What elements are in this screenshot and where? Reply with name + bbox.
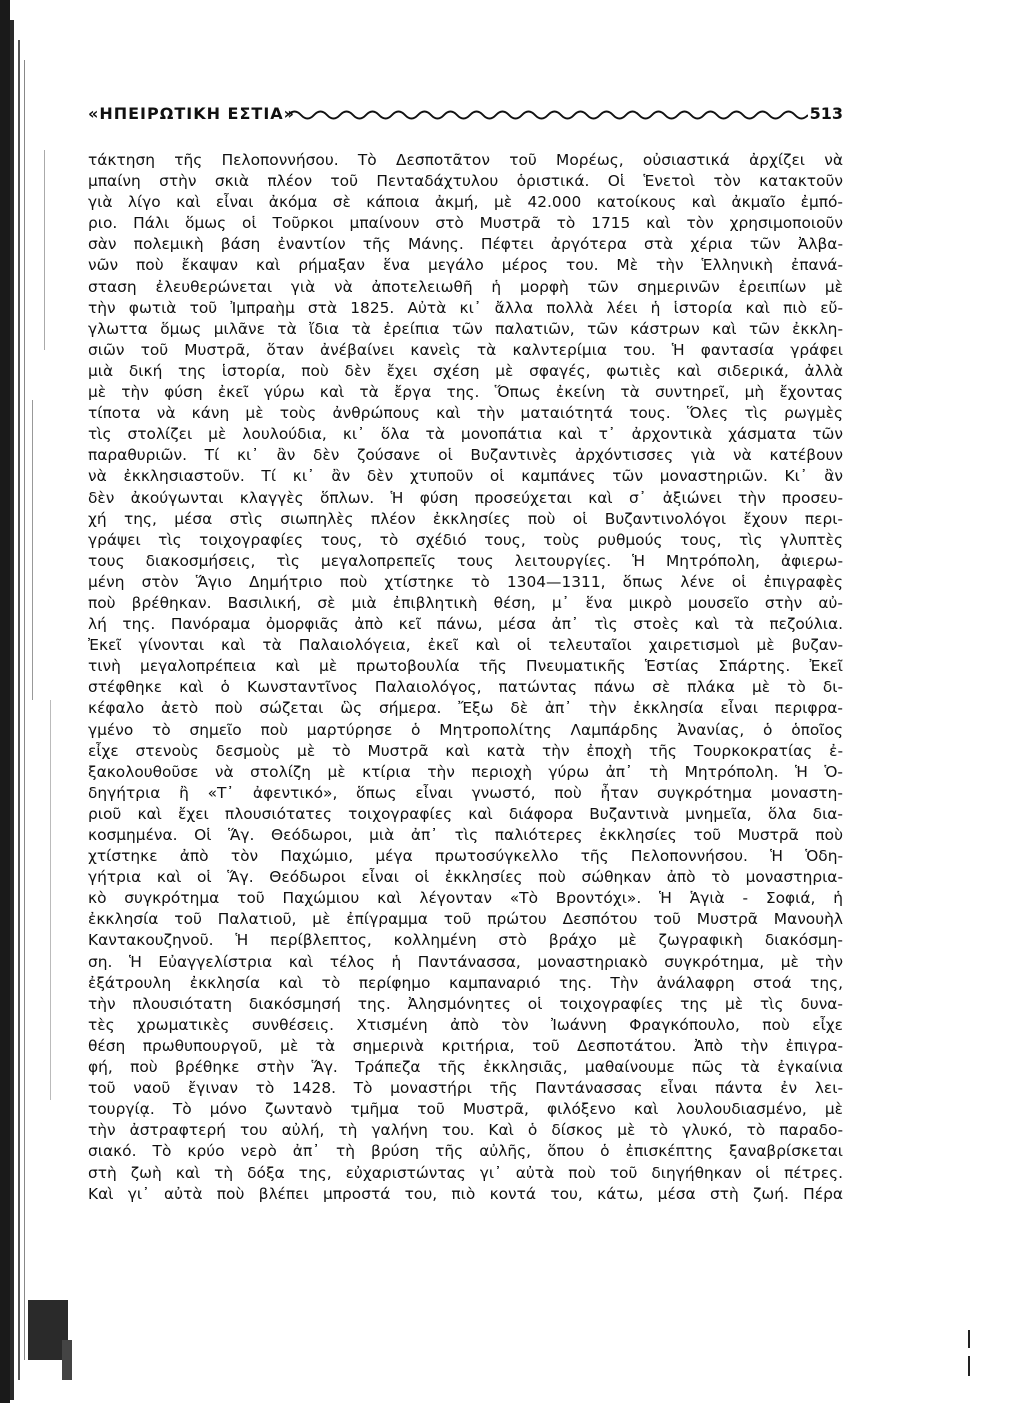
text-line: νὰ ἐκκλησιαστοῦν. Τί κι᾽ ἂν δὲν χτυποῦν οἱ καμπάνες τῶν μοναστηριῶν. Κι᾽ ἂν [88, 467, 843, 486]
text-line: τουργίᾳ. Τὸ μόνο ζωντανὸ τμῆμα τοῦ Μυστρᾶ, φιλόξενο καὶ λουλουδιασμένο, μὲ [88, 1100, 843, 1119]
text-line: τὴν ἀστραφτερή του αὐλή, τὴ γαλήνη του. Καὶ ὁ δίσκος μὲ τὸ γλυκό, τὸ παραδο- [88, 1121, 843, 1140]
margin-tick-mark [968, 1356, 970, 1376]
wavy-rule [288, 108, 808, 122]
running-title: «ΗΠΕΙΡΩΤΙΚΗ ΕΣΤΙΑ» [88, 104, 295, 123]
text-line: δὲν ἀκούγωνται κλαγγὲς ὅπλων. Ἡ φύση προσεύχεται καὶ σ᾽ ἀξιώνει τὴν προσευ- [88, 488, 843, 507]
text-line: τίποτα νὰ κάνη μὲ τοὺς ἀνθρώπους καὶ τὴν ματαιότητά τους. Ὅλες τὶς ρωγμὲς [88, 404, 843, 423]
text-line: μιὰ δική της ἱστορία, ποὺ δὲν ἔχει σχέση μὲ σφαγές, φωτιὲς καὶ σιδερικά, ἀλλὰ [88, 361, 843, 380]
text-line: κοσμημένα. Οἱ Ἅγ. Θεόδωροι, μιὰ ἀπ᾽ τὶς παλιότερες ἐκκλησίες τοῦ Μυστρᾶ ποὺ [88, 826, 843, 844]
text-line: δηγήτρια ἢ «Τ᾽ ἀφεντικό», ὅπως εἶναι γνωστό, ποὺ ἦταν συγκρότημα μοναστη- [88, 783, 843, 802]
text-line: φή, ποὺ βρέθηκε στὴν Ἅγ. Τράπεζα τῆς ἐκκλησιᾶς, μαθαίνουμε πῶς τὰ ἐγκαίνια [88, 1058, 843, 1077]
article-body [88, 150, 843, 1205]
text-line: ριο. Πάλι ὅμως οἱ Τοῦρκοι μπαίνουν στὸ Μυστρᾶ τὸ 1715 καὶ τὸν χρησιμοποιοῦν [88, 214, 843, 233]
text-line: τὲς χρωματικὲς συνθέσεις. Χτισμένη ἀπὸ τὸν Ἰωάννη Φραγκόπουλο, ποὺ εἶχε [88, 1015, 843, 1034]
text-line: ποὺ βρέθηκαν. Βασιλική, σὲ μιὰ ἐπιβλητικὴ θέση, μ᾽ ἕνα μικρὸ μουσεῖο στὴν αὐ- [88, 593, 843, 612]
margin-tick-mark [968, 1330, 970, 1348]
text-line: ἐκκλησία τοῦ Παλατιοῦ, μὲ ἐπίγραμμα τοῦ πρώτου Δεσπότου τοῦ Μυστρᾶ Μανουὴλ [88, 910, 843, 929]
text-line: γλωττα ὅμως μιλᾶνε τὰ ἴδια τὰ ἐρείπια τῶν παλατιῶν, τῶν κάστρων καὶ τῶν ἐκκλη- [88, 319, 843, 338]
text-line: ση. Ἡ Εὐαγγελίστρια καὶ τέλος ἡ Παντάνασσα, μοναστηριακὸ συγκρότημα, μὲ τὴν [88, 952, 843, 971]
text-line: Καντακουζηνοῦ. Ἡ περίβλεπτος, κολλημένη στὸ βράχο μὲ ζωγραφικὴ διακόσμη- [88, 931, 843, 950]
text-line: θέση πρωθυπουργοῦ, μὲ τὰ σημερινὰ κριτήρια, τοῦ Δεσποτάτου. Ἀπὸ τὴν ἐπιγρα- [88, 1036, 843, 1055]
text-line: τὶς στολίζει μὲ λουλούδια, κι᾽ ὅλα τὰ μονοπάτια καὶ τ᾽ ἀρχοντικὰ χάσματα τῶν [88, 425, 843, 444]
text-line: τὴν φωτιὰ τοῦ Ἰμπραὴμ στὰ 1825. Αὐτὰ κι᾽ ἄλλα πολλὰ λέει ἡ ἱστορία καὶ πιὸ εὔ- [88, 298, 843, 317]
text-line: σὰν πολεμικὴ βάση ἐναντίον τῆς Μάνης. Πέφτει ἀργότερα στὰ χέρια τῶν Ἀλβα- [88, 235, 843, 254]
text-line: τους διακοσμήσεις, τὶς μεγαλοπρεπεῖς τους λειτουργίες. Ἡ Μητρόπολη, ἀφιερω- [88, 551, 843, 570]
text-line: χή της, μέσα στὶς σιωπηλὲς πλέον ἐκκλησίες ποὺ οἱ Βυζαντινολόγοι ἔχουν περι- [88, 509, 843, 528]
text-line: μένη στὸν Ἅγιο Δημήτριο ποὺ χτίστηκε τὸ 1304—1311, ὅπως λένε οἱ ἐπιγραφὲς [88, 572, 843, 591]
text-line: σταση ἐλευθερώνεται γιὰ νὰ ἀποτελειωθῆ ἡ μορφὴ τῶν σημερινῶν ἐρειπίων μὲ [88, 277, 843, 296]
text-line: σιακό. Τὸ κρύο νερὸ ἀπ᾽ τὴ βρύση τῆς αὐλῆς, ὅπου ὁ ἐπισκέπτης ξαναβρίσκεται [88, 1142, 843, 1161]
text-line: Καὶ γι᾽ αὐτὰ ποὺ βλέπει μπροστά του, πιὸ κοντά του, κάτω, μέσα στὴ ζωή. Πέρα [88, 1184, 843, 1203]
text-line: μὲ τὴν φύση ἐκεῖ γύρω καὶ τὰ ἔργα της. Ὅπως ἐκείνη τὰ συντηρεῖ, μὴ ἔχοντας [88, 383, 843, 402]
text-line: σιῶν τοῦ Μυστρᾶ, ὅταν ἀνέβαίνει κανεὶς τὰ καλντερίμια του. Ἡ φαντασία γράφει [88, 340, 843, 359]
text-line: γράψει τὶς τοιχογραφίες τους, τὸ σχέδιό τους, τοὺς ρυθμούς τους, τὶς γλυπτὲς [88, 530, 843, 549]
text-line: γμένο τὸ σημεῖο ποὺ μαρτύρησε ὁ Μητροπολίτης Λαμπάρδης Ἀνανίας, ὁ ὁποῖος [88, 720, 843, 739]
text-line: ριοῦ καὶ ἔχει πλουσιότατες τοιχογραφίες καὶ διάφορα Βυζαντινὰ μνημεῖα, ὅλα δια- [88, 804, 843, 823]
text-line: κὸ συγκρότημα τοῦ Παχώμιου καὶ λέγονταν «Τὸ Βροντόχι». Ἡ Ἁγιὰ - Σοφιά, ἡ [88, 889, 843, 908]
text-line: Ἐκεῖ γίνονται καὶ τὰ Παλαιολόγεια, ἐκεῖ καὶ οἱ τελευταῖοι χαιρετισμοὶ μὲ βυζαν- [88, 636, 843, 655]
text-line: ξακολουθοῦσε νὰ στολίζη μὲ κτίρια τὴν περιοχὴ γύρω ἀπ᾽ τὴ Μητρόπολη. Ἡ Ὁ- [88, 762, 843, 781]
text-line: νῶν ποὺ ἔκαψαν καὶ ρήμαξαν ἕνα μεγάλο μέρος του. Μὲ τὴν Ἑλληνικὴ ἐπανά- [88, 256, 843, 275]
text-line: τινὴ μεγαλοπρέπεια καὶ μὲ πρωτοβουλία τῆς Πνευματικῆς Ἑστίας Σπάρτης. Ἐκεῖ [88, 657, 843, 676]
text-line: τὴν πλουσιότατη διακόσμησή της. Ἀλησμόνητες οἱ τοιχογραφίες της μὲ τὶς δυνα- [88, 994, 843, 1013]
text-line: στέφθηκε καὶ ὁ Κωνσταντῖνος Παλαιολόγος, πατώντας πάνω σὲ πλάκα μὲ τὸ δι- [88, 678, 843, 697]
page-binding-edge [0, 0, 90, 1403]
text-line: μπαίνη στὴν σκιὰ πλέον τοῦ Πενταδάχτυλου ὁριστικά. Οἱ Ἑνετοὶ τὸν κατακτοῦν [88, 172, 843, 191]
text-line: γήτρια καὶ οἱ Ἅγ. Θεόδωροι εἶναι οἱ ἐκκλησίες ποὺ σώθηκαν ἀπὸ τὸ μοναστηρια- [88, 868, 843, 887]
page-number: 513 [809, 104, 843, 123]
text-line: τοῦ ναοῦ ἔγιναν τὸ 1428. Τὸ μοναστήρι τῆς Παντάνασσας εἶναι πάντα ἐν λει- [88, 1079, 843, 1098]
text-line: στὴ ζωὴ καὶ τὴ δόξα της, εὐχαριστώντας γι᾽ αὐτὰ ποὺ τοῦ διηγήθηκαν οἱ πέτρες. [88, 1163, 843, 1182]
text-line: εἶχε στενοὺς δεσμοὺς μὲ τὸ Μυστρᾶ καὶ κατὰ τὴν ἐποχὴ τῆς Τουρκοκρατίας ἐ- [88, 741, 843, 760]
text-line: ἐξάτρουλη ἐκκλησία καὶ τὸ περίφημο καμπαναριό της. Τὴν ἀνάλαφρη στοά της, [88, 973, 843, 992]
text-line: γιὰ λίγο καὶ εἶναι ἀκόμα σὲ κάποια ἀκμή, μὲ 42.000 κατοίκους καὶ ἀκμαῖο ἐμπό- [88, 193, 843, 212]
text-line: παραθυριῶν. Τί κι᾽ ἂν δὲν ζούσανε οἱ Βυζαντινὲς ἀρχόντισσες γιὰ νὰ κατέβουν [88, 446, 843, 465]
text-line: τάκτηση τῆς Πελοποννήσου. Τὸ Δεσποτᾶτον τοῦ Μορέως, οὐσιαστικά ἀρχίζει νὰ [88, 151, 843, 169]
text-line: χτίστηκε ἀπὸ τὸν Παχώμιο, μέγα πρωτοσύγκελλο τῆς Πελοποννήσου. Ἡ Ὁδη- [88, 847, 843, 866]
text-line: λή της. Πανόραμα ὀμορφιᾶς ἀπὸ κεῖ πάνω, μέσα ἀπ᾽ τὶς στοὲς καὶ τὰ πεζούλια. [88, 615, 843, 634]
running-header [88, 104, 843, 128]
text-line: κέφαλο ἀετὸ ποὺ σώζεται ὣς σήμερα. Ἔξω δὲ ἀπ᾽ τὴν ἐκκλησία εἶναι περιφρα- [88, 699, 843, 718]
